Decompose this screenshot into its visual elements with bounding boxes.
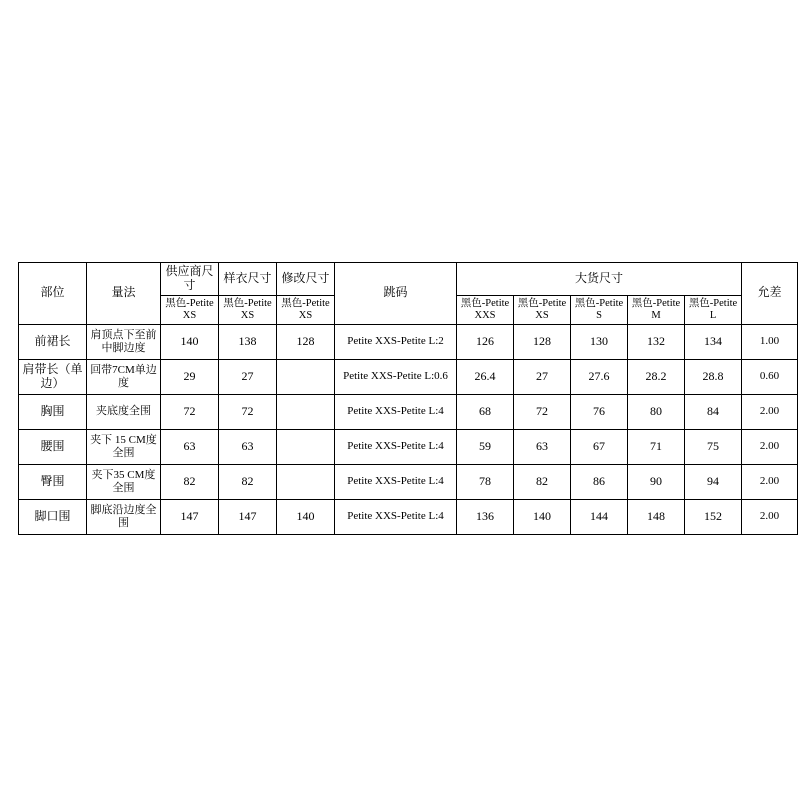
cell-bulk-l: 152 <box>685 499 742 534</box>
cell-tolerance: 2.00 <box>742 394 798 429</box>
cell-bulk-m: 80 <box>628 394 685 429</box>
subheader-supplier-size: 黑色-Petite XS <box>161 295 219 324</box>
cell-method: 肩顶点下至前中脚边度 <box>87 324 161 359</box>
subheader-bulk-size-xs: 黑色-Petite XS <box>514 295 571 324</box>
table-row <box>19 359 798 394</box>
cell-bulk-xxs: 59 <box>457 429 514 464</box>
cell-bulk-s: 130 <box>571 324 628 359</box>
cell-bulk-l: 28.8 <box>685 359 742 394</box>
cell-tolerance: 0.60 <box>742 359 798 394</box>
cell-supplier: 82 <box>161 464 219 499</box>
cell-method: 夹下35 CM度全围 <box>87 464 161 499</box>
cell-modified <box>277 464 335 499</box>
cell-bulk-l: 75 <box>685 429 742 464</box>
table-row <box>19 499 798 534</box>
cell-grading: Petite XXS-Petite L:4 <box>335 464 457 499</box>
cell-sample: 63 <box>219 429 277 464</box>
subheader-bulk-size-m: 黑色-Petite M <box>628 295 685 324</box>
cell-bulk-s: 86 <box>571 464 628 499</box>
cell-part: 前裙长 <box>19 324 87 359</box>
cell-grading: Petite XXS-Petite L:4 <box>335 429 457 464</box>
cell-method: 夹下 15 CM度全围 <box>87 429 161 464</box>
cell-modified <box>277 359 335 394</box>
cell-sample: 72 <box>219 394 277 429</box>
cell-grading: Petite XXS-Petite L:0.6 <box>335 359 457 394</box>
cell-bulk-l: 94 <box>685 464 742 499</box>
cell-part: 腰围 <box>19 429 87 464</box>
subheader-bulk-size-l: 黑色-Petite L <box>685 295 742 324</box>
cell-bulk-xxs: 26.4 <box>457 359 514 394</box>
cell-method: 夹底度全围 <box>87 394 161 429</box>
cell-bulk-xxs: 136 <box>457 499 514 534</box>
cell-supplier: 140 <box>161 324 219 359</box>
size-spec-table <box>18 262 798 535</box>
cell-method: 脚底沿边度全围 <box>87 499 161 534</box>
cell-bulk-m: 148 <box>628 499 685 534</box>
header-supplier-size: 供应商尺寸 <box>161 263 219 296</box>
cell-modified <box>277 429 335 464</box>
cell-bulk-s: 76 <box>571 394 628 429</box>
cell-bulk-xs: 140 <box>514 499 571 534</box>
cell-sample: 138 <box>219 324 277 359</box>
header-grading: 跳码 <box>335 263 457 325</box>
cell-bulk-m: 71 <box>628 429 685 464</box>
cell-sample: 27 <box>219 359 277 394</box>
cell-supplier: 29 <box>161 359 219 394</box>
cell-bulk-s: 27.6 <box>571 359 628 394</box>
header-modified-size: 修改尺寸 <box>277 263 335 296</box>
cell-tolerance: 2.00 <box>742 429 798 464</box>
table-row <box>19 464 798 499</box>
cell-tolerance: 2.00 <box>742 499 798 534</box>
cell-bulk-xs: 82 <box>514 464 571 499</box>
cell-bulk-xxs: 126 <box>457 324 514 359</box>
cell-grading: Petite XXS-Petite L:4 <box>335 394 457 429</box>
cell-bulk-l: 84 <box>685 394 742 429</box>
cell-bulk-m: 132 <box>628 324 685 359</box>
header-tolerance: 允差 <box>742 263 798 325</box>
cell-bulk-l: 134 <box>685 324 742 359</box>
table-row <box>19 324 798 359</box>
table-row <box>19 429 798 464</box>
cell-bulk-m: 90 <box>628 464 685 499</box>
cell-modified <box>277 394 335 429</box>
header-method: 量法 <box>87 263 161 325</box>
cell-part: 脚口围 <box>19 499 87 534</box>
cell-bulk-xs: 128 <box>514 324 571 359</box>
header-bulk-size: 大货尺寸 <box>457 263 742 296</box>
cell-method: 回带7CM单边度 <box>87 359 161 394</box>
spec-sheet <box>18 262 782 535</box>
table-body <box>19 324 798 534</box>
cell-grading: Petite XXS-Petite L:4 <box>335 499 457 534</box>
cell-bulk-xs: 27 <box>514 359 571 394</box>
cell-bulk-xxs: 68 <box>457 394 514 429</box>
cell-grading: Petite XXS-Petite L:2 <box>335 324 457 359</box>
cell-supplier: 147 <box>161 499 219 534</box>
subheader-bulk-size-s: 黑色-Petite S <box>571 295 628 324</box>
table-header <box>19 263 798 325</box>
cell-bulk-s: 67 <box>571 429 628 464</box>
cell-bulk-xs: 63 <box>514 429 571 464</box>
cell-modified: 140 <box>277 499 335 534</box>
cell-modified: 128 <box>277 324 335 359</box>
cell-part: 胸围 <box>19 394 87 429</box>
cell-tolerance: 2.00 <box>742 464 798 499</box>
header-sample-size: 样衣尺寸 <box>219 263 277 296</box>
table-row <box>19 394 798 429</box>
cell-part: 肩带长（单边） <box>19 359 87 394</box>
cell-bulk-xs: 72 <box>514 394 571 429</box>
subheader-sample-size: 黑色-Petite XS <box>219 295 277 324</box>
cell-supplier: 63 <box>161 429 219 464</box>
cell-supplier: 72 <box>161 394 219 429</box>
cell-bulk-xxs: 78 <box>457 464 514 499</box>
cell-tolerance: 1.00 <box>742 324 798 359</box>
cell-part: 臀围 <box>19 464 87 499</box>
header-part: 部位 <box>19 263 87 325</box>
cell-sample: 82 <box>219 464 277 499</box>
subheader-bulk-size-xxs: 黑色-Petite XXS <box>457 295 514 324</box>
cell-bulk-m: 28.2 <box>628 359 685 394</box>
cell-bulk-s: 144 <box>571 499 628 534</box>
header-row-group <box>19 263 798 296</box>
cell-sample: 147 <box>219 499 277 534</box>
subheader-modified-size: 黑色-Petite XS <box>277 295 335 324</box>
